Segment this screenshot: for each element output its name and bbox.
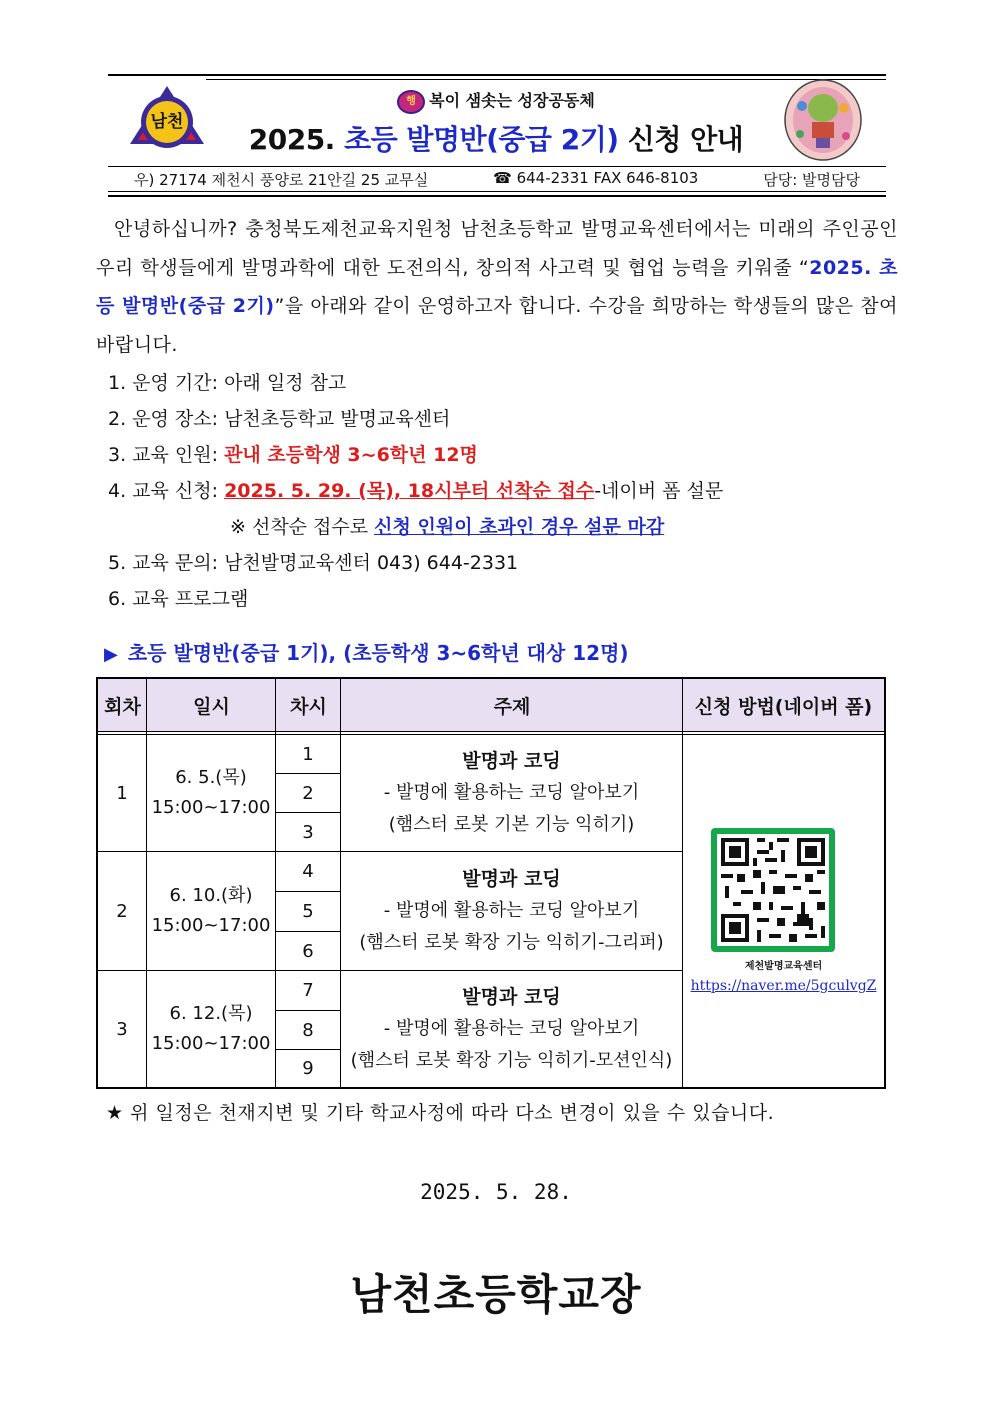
schedule-note: ★ 위 일정은 천재지변 및 기타 학교사정에 따라 다소 변경이 있을 수 있습니다.	[106, 1102, 775, 1124]
program-title-text: 초등 발명반(중급 1기), (초등학생 3~6학년 대상 12명)	[127, 641, 629, 665]
triangle-right-icon: ▶	[104, 644, 118, 665]
intro-paragraph	[96, 210, 898, 364]
header-rule-bottom-thin	[108, 191, 886, 192]
round-cell: 1	[116, 782, 128, 804]
info-item-period	[108, 368, 346, 395]
item-value: 관내 초등학생 3~6학년 12명	[224, 444, 478, 466]
topic-title: 발명과 코딩	[462, 986, 561, 1008]
contact-address: 우) 27174 제천시 풍양로 21안길 25 교무실	[134, 171, 429, 189]
item-label: ※ 선착순 접수로	[230, 516, 375, 538]
item-label: 1. 운영 기간:	[108, 372, 225, 394]
topic-line: (햄스터 로봇 기본 기능 익히기)	[388, 814, 635, 835]
center-emblem-icon	[782, 78, 864, 162]
item-value: 2025. 5. 29. (목), 18시부터 선착순 접수	[224, 480, 595, 502]
session-cell: 8	[302, 1019, 314, 1041]
item-value: 남천발명교육센터 043) 644-2331	[224, 552, 519, 574]
time-text: 15:00~17:00	[151, 797, 271, 818]
date-text: 6. 10.(화)	[169, 885, 253, 906]
session-cell: 4	[302, 861, 314, 882]
topic-cell	[341, 735, 682, 851]
topic-line: (햄스터 로봇 확장 기능 익히기-모션인식)	[350, 1050, 673, 1071]
contact-line	[108, 169, 886, 190]
header-topic: 주제	[341, 679, 683, 731]
title-highlight: 초등 발명반(중급 2기)	[344, 123, 619, 156]
session-cell: 2	[302, 782, 314, 804]
header-date: 일시	[147, 679, 276, 731]
signer: 남천초등학교장	[350, 1270, 642, 1319]
item-value: 아래 일정 참고	[224, 372, 347, 394]
item-label: 6. 교육 프로그램	[108, 588, 249, 610]
date-cell	[147, 852, 275, 970]
intro-highlight: 2025. 초등 발명반(중급 2기)	[96, 256, 898, 317]
slogan-text: 복이 샘솟는 성장공동체	[429, 91, 595, 110]
date-text: 6. 12.(목)	[169, 1003, 253, 1024]
topic-cell	[341, 971, 682, 1087]
slogan-badge-icon: 행	[397, 90, 425, 114]
topic-line: (햄스터 로봇 확장 기능 익히기-그리퍼)	[359, 932, 664, 953]
header-rule-top	[108, 74, 886, 76]
item-value: 남천초등학교 발명교육센터	[224, 408, 451, 430]
school-logo-text: 남천	[150, 112, 184, 132]
qr-link[interactable]: https://naver.me/5gculvgZ	[690, 978, 877, 994]
item-label: 4. 교육 신청:	[108, 480, 225, 502]
session-cell: 3	[302, 821, 314, 843]
topic-line: - 발명에 활용하는 코딩 알아보기	[383, 782, 640, 803]
session-cell: 9	[302, 1058, 314, 1079]
session-cell: 5	[302, 901, 314, 922]
col-line	[682, 679, 683, 1087]
info-item-note	[230, 512, 664, 539]
topic-title: 발명과 코딩	[462, 868, 561, 890]
contact-phone: ☎ 644-2331 FAX 646-8103	[493, 169, 699, 187]
header-apply: 신청 방법(네이버 폼)	[683, 679, 884, 731]
item-suffix: -네이버 폼 설문	[594, 480, 724, 502]
qr-label: 제천발명교육센터	[744, 961, 823, 972]
time-text: 15:00~17:00	[151, 1033, 271, 1054]
round-cell: 3	[116, 1018, 128, 1040]
item-value: 신청 인원이 초과인 경우 설문 마감	[374, 516, 665, 538]
time-text: 15:00~17:00	[151, 915, 271, 936]
header-round: 회차	[98, 679, 147, 731]
intro-part1: 안녕하십니까? 충청북도제천교육지원청 남천초등학교 발명교육센터에서는 미래의 주인공인 우리 학생들에게 발명과학에 대한 도전의식, 창의적 사고력 및 협업 능력을 키워줄 “	[96, 218, 898, 279]
topic-title: 발명과 코딩	[462, 750, 561, 772]
info-item-application	[108, 476, 723, 503]
date-text: 6. 5.(목)	[175, 767, 247, 788]
item-label: 2. 운영 장소:	[108, 408, 225, 430]
item-label: 5. 교육 문의:	[108, 552, 225, 574]
date-cell	[147, 735, 275, 851]
session-cell: 1	[302, 743, 314, 765]
header-rule-mid	[108, 166, 886, 167]
issue-date: 2025. 5. 28.	[420, 1180, 572, 1204]
topic-cell	[341, 852, 682, 970]
header-session: 차시	[276, 679, 341, 731]
qr-code-icon[interactable]	[711, 828, 835, 952]
info-item-program	[108, 584, 248, 611]
contact-person: 담당: 발명담당	[763, 171, 860, 189]
info-item-place	[108, 404, 450, 431]
round-cell: 2	[116, 900, 128, 922]
title-prefix: 2025.	[248, 123, 345, 156]
topic-line: - 발명에 활용하는 코딩 알아보기	[383, 1018, 640, 1039]
header-divider	[98, 731, 884, 732]
info-item-contact	[108, 548, 518, 575]
info-item-capacity	[108, 440, 478, 467]
header-rule-bottom	[108, 195, 886, 197]
program-title	[104, 637, 629, 666]
intro-part2: ”을 아래와 같이 운영하고자 합니다. 수강을 희망하는 학생들의 많은 참여 바랍니다.	[96, 295, 898, 356]
title-suffix: 신청 안내	[618, 123, 744, 156]
date-cell	[147, 971, 275, 1087]
session-cell: 7	[302, 980, 314, 1001]
session-cell: 6	[302, 940, 314, 962]
item-label: 3. 교육 인원:	[108, 444, 225, 466]
topic-line: - 발명에 활용하는 코딩 알아보기	[383, 900, 640, 921]
